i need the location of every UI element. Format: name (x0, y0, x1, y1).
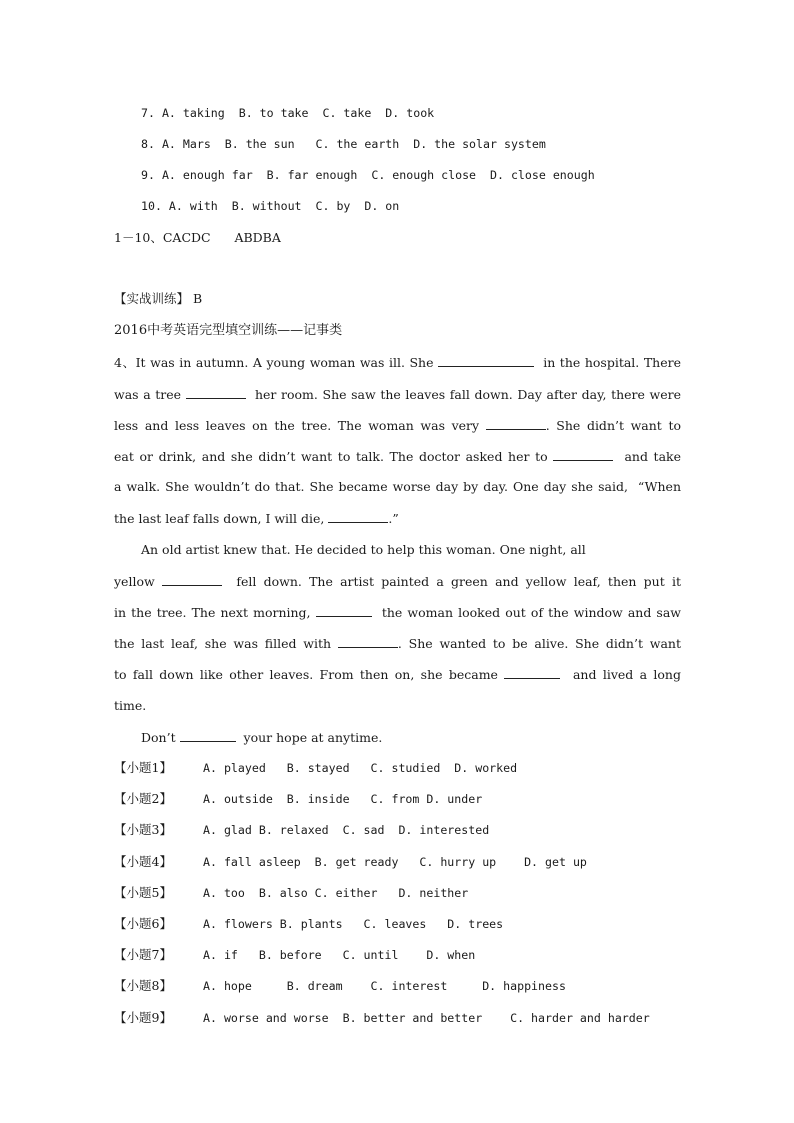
question-row (114, 854, 587, 870)
passage-line: the last leaf, she was filled with . She wanted to be alive. She didn’t want (114, 636, 681, 651)
prev-option-line-9: 9. A. enough far B. far enough C. enough close D. close enough (141, 168, 595, 182)
question-options: A. played B. stayed C. studied D. worked (203, 761, 518, 775)
question-label: 【小题3】 (114, 822, 172, 837)
passage-line: time. (114, 698, 147, 713)
passage-line: 4、It was in autumn. A young woman was ill. She in the hospital. There (114, 355, 681, 370)
question-options: A. flowers B. plants C. leaves D. trees (203, 917, 504, 931)
answer-blank-10[interactable] (180, 729, 236, 742)
prev-option-line-10: 10. A. with B. without C. by D. on (141, 199, 400, 213)
question-label: 【小题1】 (114, 760, 172, 775)
prev-option-line-8: 8. A. Mars B. the sun C. the earth D. the solar system (141, 137, 546, 151)
passage-line: a walk. She wouldn’t do that. She became worse day by day. One day she said, “When (114, 479, 681, 494)
answer-blank-3[interactable] (486, 417, 546, 430)
question-options: A. worse and worse B. better and better C. harder and harder (203, 1011, 650, 1025)
question-options: A. fall asleep B. get ready C. hurry up D. get up (203, 855, 587, 869)
question-row (114, 822, 489, 838)
question-options: A. if B. before C. until D. when (203, 948, 476, 962)
section-label: 【实战训练】 B (114, 291, 203, 306)
question-row (114, 978, 566, 994)
question-options: A. glad B. relaxed C. sad D. interested (203, 823, 490, 837)
question-row (114, 947, 475, 963)
question-label: 【小题4】 (114, 854, 172, 869)
question-label: 【小题5】 (114, 885, 172, 900)
question-label: 【小题9】 (114, 1010, 172, 1025)
answer-blank-9[interactable] (504, 666, 560, 679)
passage-line: to fall down like other leaves. From then on, she became and lived a long (114, 667, 681, 682)
question-row (114, 760, 517, 776)
exercise-title: 2016中考英语完型填空训练——记事类 (114, 323, 343, 338)
question-row (114, 885, 468, 901)
question-options: A. hope B. dream C. interest D. happiness (203, 979, 566, 993)
answer-blank-7[interactable] (316, 604, 372, 617)
question-label: 【小题6】 (114, 916, 172, 931)
answer-blank-1[interactable] (438, 354, 534, 367)
question-row (114, 1010, 650, 1026)
question-row (114, 916, 503, 932)
question-label: 【小题2】 (114, 791, 172, 806)
passage-line: eat or drink, and she didn’t want to talk. The doctor asked her to and take (114, 449, 681, 464)
passage-line: An old artist knew that. He decided to help this woman. One night, all (141, 542, 586, 557)
passage-line: in the tree. The next morning, the woman looked out of the window and saw (114, 605, 681, 620)
question-options: A. outside B. inside C. from D. under (203, 792, 483, 806)
passage-line: the last leaf falls down, I will die, .” (114, 511, 399, 526)
passage-line: Don’t your hope at anytime. (141, 730, 383, 745)
answer-blank-4[interactable] (553, 448, 613, 461)
passage-line: yellow fell down. The artist painted a green and yellow leaf, then put it (114, 574, 681, 589)
prev-option-line-7: 7. A. taking B. to take C. take D. took (141, 106, 435, 120)
passage-line: less and less leaves on the tree. The woman was very . She didn’t want to (114, 418, 681, 433)
answer-key: 1－10、CACDC ABDBA (114, 230, 281, 245)
answer-blank-5[interactable] (328, 510, 388, 523)
answer-blank-2[interactable] (186, 386, 246, 399)
answer-blank-6[interactable] (162, 573, 222, 586)
question-label: 【小题8】 (114, 978, 172, 993)
question-options: A. too B. also C. either D. neither (203, 886, 469, 900)
passage-line: was a tree her room. She saw the leaves fall down. Day after day, there were (114, 387, 682, 402)
question-label: 【小题7】 (114, 947, 172, 962)
answer-blank-8[interactable] (338, 635, 398, 648)
question-row (114, 791, 482, 807)
